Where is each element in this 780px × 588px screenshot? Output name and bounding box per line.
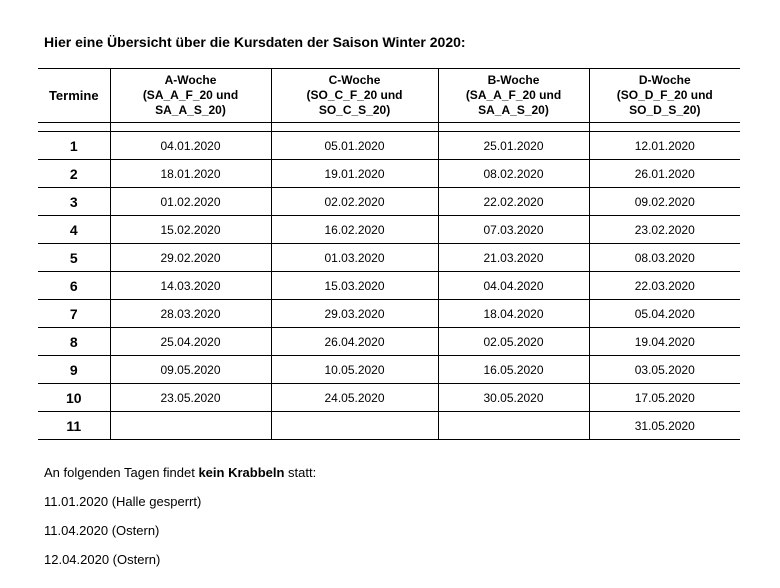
date-cell: 12.01.2020 [589,132,740,160]
column-header-1 [110,69,271,123]
header-line: SO_C_S_20) [318,103,391,117]
header-line: (SO_C_F_20 und [306,88,403,102]
closed-date-item: 11.04.2020 (Ostern) [44,523,160,538]
header-row [38,69,740,123]
header-line: (SO_D_F_20 und [616,88,713,102]
header-line: C-Woche [328,73,381,87]
termin-number: 8 [38,328,110,356]
schedule-table [38,68,740,440]
column-header-termine [38,69,110,123]
termin-number: 5 [38,244,110,272]
termin-number: 3 [38,188,110,216]
table-row [38,412,740,440]
table-row [38,328,740,356]
column-header-3 [438,69,589,123]
date-cell: 21.03.2020 [438,244,589,272]
table-row [38,216,740,244]
date-cell: 03.05.2020 [589,356,740,384]
date-cell: 04.01.2020 [110,132,271,160]
termin-number: 9 [38,356,110,384]
date-cell: 24.05.2020 [271,384,438,412]
date-cell: 05.01.2020 [271,132,438,160]
date-cell: 29.02.2020 [110,244,271,272]
table-row [38,300,740,328]
date-cell [110,412,271,440]
date-cell: 15.03.2020 [271,272,438,300]
termin-number: 11 [38,412,110,440]
date-cell: 10.05.2020 [271,356,438,384]
date-cell [438,412,589,440]
date-cell: 01.03.2020 [271,244,438,272]
date-cell: 15.02.2020 [110,216,271,244]
date-cell: 08.02.2020 [438,160,589,188]
date-cell: 01.02.2020 [110,188,271,216]
table-row [38,272,740,300]
date-cell: 23.05.2020 [110,384,271,412]
table-row [38,160,740,188]
termin-number: 4 [38,216,110,244]
date-cell: 22.03.2020 [589,272,740,300]
date-cell: 25.01.2020 [438,132,589,160]
termin-number: 1 [38,132,110,160]
date-cell: 02.02.2020 [271,188,438,216]
header-line: (SA_A_F_20 und [465,88,562,102]
date-cell: 26.04.2020 [271,328,438,356]
date-cell: 23.02.2020 [589,216,740,244]
date-cell: 22.02.2020 [438,188,589,216]
termin-number: 6 [38,272,110,300]
date-cell: 07.03.2020 [438,216,589,244]
date-cell: 30.05.2020 [438,384,589,412]
date-cell: 09.02.2020 [589,188,740,216]
header-line: SA_A_S_20) [155,103,226,117]
header-line: Termine [48,88,99,103]
column-header-4 [589,69,740,123]
page-heading: Hier eine Übersicht über die Kursdaten der Saison Winter 2020: [44,34,466,50]
table-row [38,356,740,384]
header-line: B-Woche [487,73,540,87]
table-row [38,132,740,160]
column-header-2 [271,69,438,123]
date-cell: 05.04.2020 [589,300,740,328]
termin-number: 10 [38,384,110,412]
header-line: A-Woche [164,73,217,87]
notes-intro [44,465,316,494]
closed-date-item: 11.01.2020 (Halle gesperrt) [44,494,202,509]
date-cell: 29.03.2020 [271,300,438,328]
notes-intro-bold: kein Krabbeln [198,465,285,480]
date-cell: 18.04.2020 [438,300,589,328]
notes-intro-before: An folgenden Tagen findet [44,465,199,480]
header-line: SA_A_S_20) [478,103,549,117]
date-cell: 08.03.2020 [589,244,740,272]
table-row [38,244,740,272]
date-cell: 26.01.2020 [589,160,740,188]
termin-number: 7 [38,300,110,328]
date-cell: 14.03.2020 [110,272,271,300]
date-cell: 16.05.2020 [438,356,589,384]
date-cell: 19.01.2020 [271,160,438,188]
header-spacer-row [38,123,740,132]
date-cell: 28.03.2020 [110,300,271,328]
closed-date-item: 12.04.2020 (Ostern) [44,552,161,567]
header-line: (SA_A_F_20 und [142,88,239,102]
date-cell: 09.05.2020 [110,356,271,384]
table-row [38,188,740,216]
date-cell: 16.02.2020 [271,216,438,244]
date-cell: 17.05.2020 [589,384,740,412]
date-cell: 18.01.2020 [110,160,271,188]
date-cell: 19.04.2020 [589,328,740,356]
termin-number: 2 [38,160,110,188]
date-cell: 02.05.2020 [438,328,589,356]
header-line: D-Woche [638,73,691,87]
date-cell [271,412,438,440]
date-cell: 04.04.2020 [438,272,589,300]
notes-intro-after: statt: [284,465,317,480]
notes-section [44,465,316,581]
date-cell: 25.04.2020 [110,328,271,356]
table-row [38,384,740,412]
header-line: SO_D_S_20) [629,103,701,117]
date-cell: 31.05.2020 [589,412,740,440]
